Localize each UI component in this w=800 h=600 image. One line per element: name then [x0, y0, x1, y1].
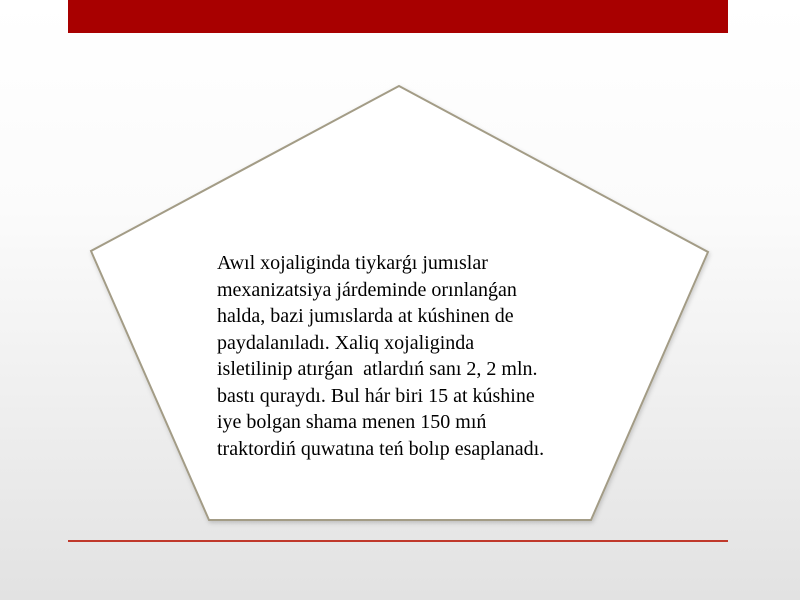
slide-body-text	[217, 250, 597, 462]
text-line: bastı quraydı. Bul hár biri 15 at kúshine	[217, 384, 535, 407]
text-line: isletilinip atırǵan atlardıń sanı 2, 2 mln.	[217, 358, 538, 380]
text-line: traktordiń quwatına teń bolıp esaplanadı.	[217, 437, 545, 460]
text-line: halda, bazi jumıslarda at kúshinen de	[217, 305, 514, 327]
text-line: paydalanıladı. Xaliq xojaliginda	[217, 331, 475, 354]
text-line: Awıl xojaliginda tiykarǵı jumıslar	[217, 252, 488, 274]
text-line: mexanizatsiya járdeminde orınlanǵan	[217, 278, 517, 301]
text-line: iye bolgan shama menen 150 mıń	[217, 411, 487, 433]
bottom-divider-line	[68, 540, 728, 542]
